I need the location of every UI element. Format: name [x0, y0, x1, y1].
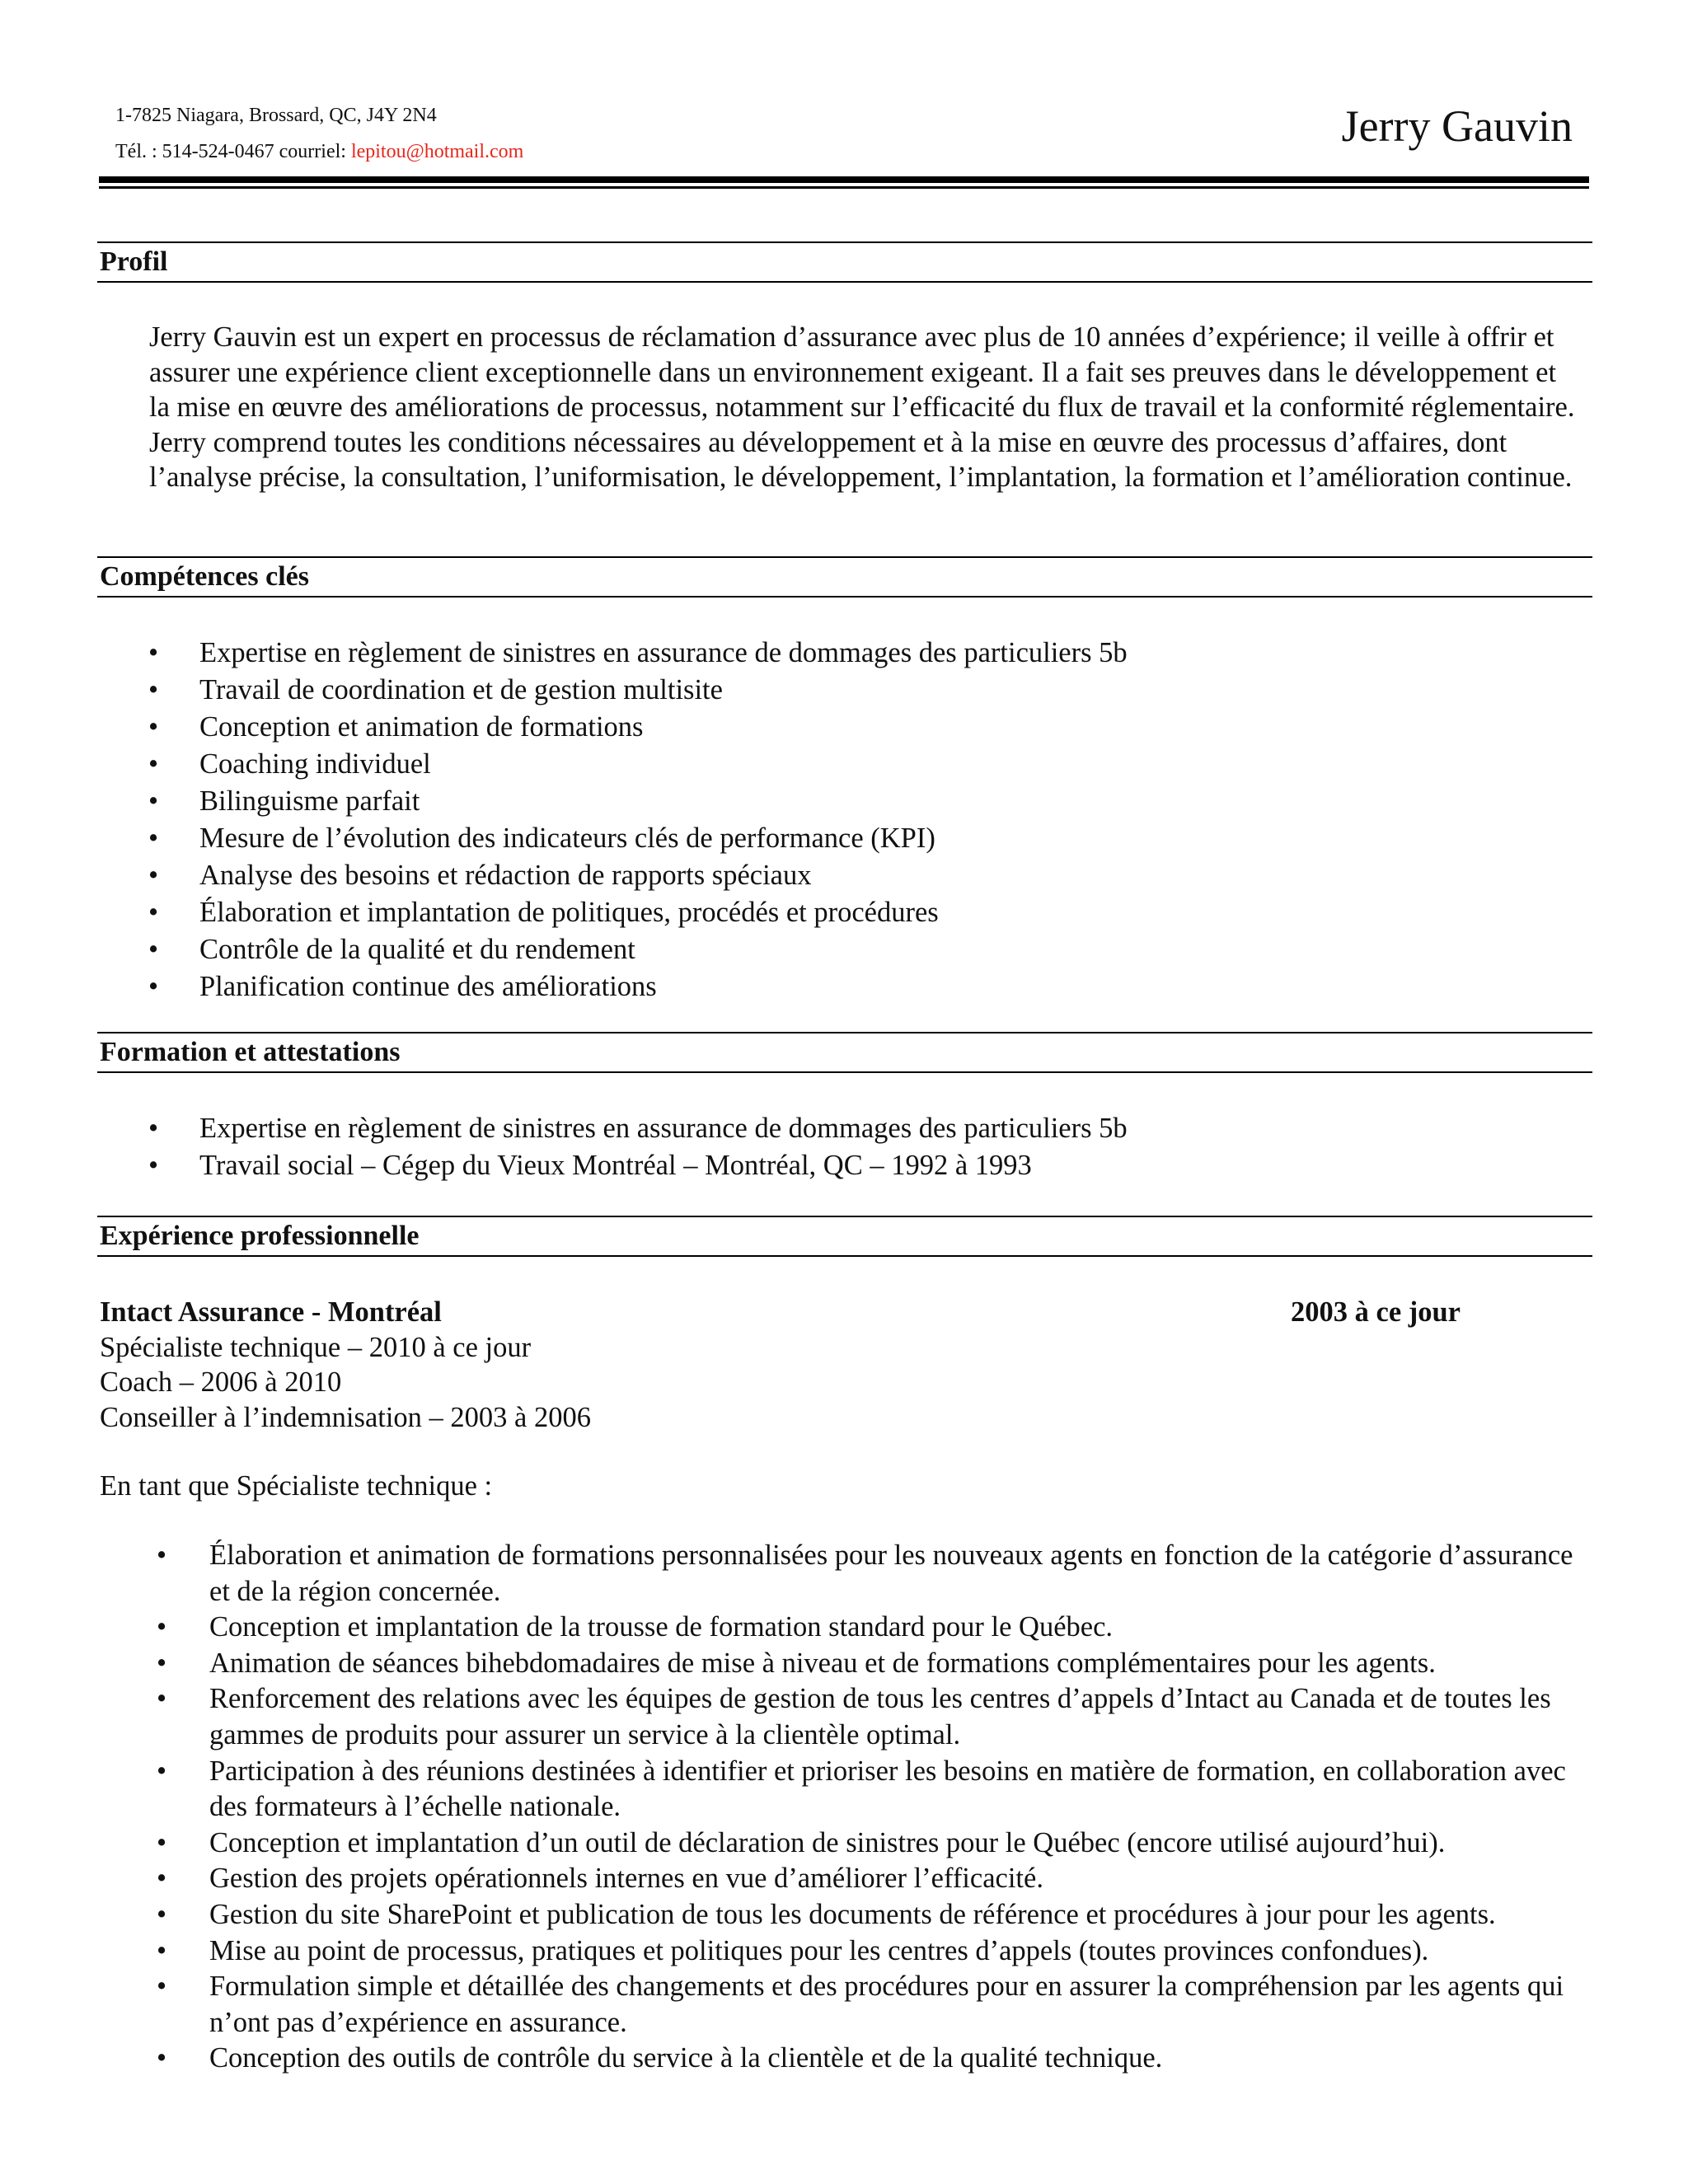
profile-text: Jerry Gauvin est un expert en processus de réclamation d’assurance avec plus de 10 années d’expérience; il veille à offrir et assurer une expérience client exceptionnelle dans un environnement exigeant. Il a fait ses preuves dans le développement et la mise en œuvre des améliorations de processus, notamment sur l’efficacité du flux de travail et la conformité réglementaire. Jerry comprend toutes les conditions nécessaires au développement et à la mise en œuvre des processus d’affaires, dont l’analyse précise, la consultation, l’uniformisation, le développement, l’implantation, la formation et l’amélioration continue. [149, 321, 1575, 493]
contact-block [115, 97, 523, 170]
address-line: 1-7825 Niagara, Brossard, QC, J4Y 2N4 [115, 105, 437, 126]
job-entry [100, 1295, 591, 1435]
header-divider-thin [99, 186, 1589, 189]
list-item: • Coaching individuel [199, 746, 1568, 783]
job-role: Coach – 2006 à 2010 [100, 1366, 342, 1398]
header-divider-thick [99, 176, 1589, 183]
phone-text: Tél. : 514-524-0467 courriel: [115, 141, 351, 162]
list-item: • Renforcement des relations avec les équipes de gestion de tous les centres d’appels d’Intact au Canada et de toutes les gammes de produits pour assurer un service à la clientèle optimal. [209, 1681, 1594, 1753]
list-item: • Planification continue des améliorations [199, 968, 1568, 1005]
list-item: • Bilinguisme parfait [199, 783, 1568, 820]
list-item: • Expertise en règlement de sinistres en assurance de dommages des particuliers 5b [199, 1110, 1568, 1147]
section-heading-skills: Compétences clés [97, 556, 1592, 598]
tasks-list [209, 1538, 1594, 2077]
job-intro: En tant que Spécialiste technique : [100, 1470, 493, 1502]
list-item: • Travail social – Cégep du Vieux Montréal – Montréal, QC – 1992 à 1993 [199, 1147, 1568, 1184]
candidate-name: Jerry Gauvin [1341, 101, 1573, 151]
list-item: • Participation à des réunions destinées à identifier et prioriser les besoins en matière de formation, en collaboration avec des formateurs à l’échelle nationale. [209, 1754, 1594, 1825]
section-heading-experience: Expérience professionnelle [97, 1216, 1592, 1257]
list-item: • Élaboration et animation de formations personnalisées pour les nouveaux agents en fonction de la catégorie d’assurance et de la région concernée. [209, 1538, 1594, 1610]
job-role: Conseiller à l’indemnisation – 2003 à 2006 [100, 1401, 591, 1433]
list-item: • Formulation simple et détaillée des changements et des procédures pour en assurer la compréhension par les agents qui n’ont pas d’expérience en assurance. [209, 1969, 1594, 2041]
section-heading-profile: Profil [97, 241, 1592, 283]
list-item: • Conception et implantation d’un outil de déclaration de sinistres pour le Québec (encore utilisé aujourd’hui). [209, 1825, 1594, 1862]
list-item: • Mesure de l’évolution des indicateurs clés de performance (KPI) [199, 820, 1568, 857]
list-item: • Conception et animation de formations [199, 709, 1568, 746]
list-item: • Travail de coordination et de gestion multisite [199, 672, 1568, 709]
list-item: • Gestion des projets opérationnels internes en vue d’améliorer l’efficacité. [209, 1861, 1594, 1897]
list-item: • Conception et implantation de la trousse de formation standard pour le Québec. [209, 1610, 1594, 1646]
email-link[interactable]: lepitou@hotmail.com [350, 141, 524, 162]
list-item: • Mise au point de processus, pratiques et politiques pour les centres d’appels (toutes provinces confondues). [209, 1933, 1594, 1970]
section-heading-training: Formation et attestations [97, 1032, 1592, 1073]
phone-line [115, 134, 523, 170]
list-item: • Gestion du site SharePoint et publication de tous les documents de référence et procédures à jour pour les agents. [209, 1897, 1594, 1933]
list-item: • Contrôle de la qualité et du rendement [199, 931, 1568, 968]
job-role: Spécialiste technique – 2010 à ce jour [100, 1331, 532, 1363]
training-list [199, 1110, 1568, 1184]
list-item: • Élaboration et implantation de politiques, procédés et procédures [199, 894, 1568, 931]
list-item: • Expertise en règlement de sinistres en assurance de dommages des particuliers 5b [199, 635, 1568, 672]
job-company: Intact Assurance - Montréal [100, 1296, 442, 1328]
job-period: 2003 à ce jour [1291, 1296, 1461, 1328]
list-item: • Conception des outils de contrôle du service à la clientèle et de la qualité technique. [209, 2041, 1594, 2077]
skills-list [199, 635, 1568, 1005]
list-item: • Animation de séances bihebdomadaires de mise à niveau et de formations complémentaires pour les agents. [209, 1646, 1594, 1682]
list-item: • Analyse des besoins et rédaction de rapports spéciaux [199, 857, 1568, 894]
